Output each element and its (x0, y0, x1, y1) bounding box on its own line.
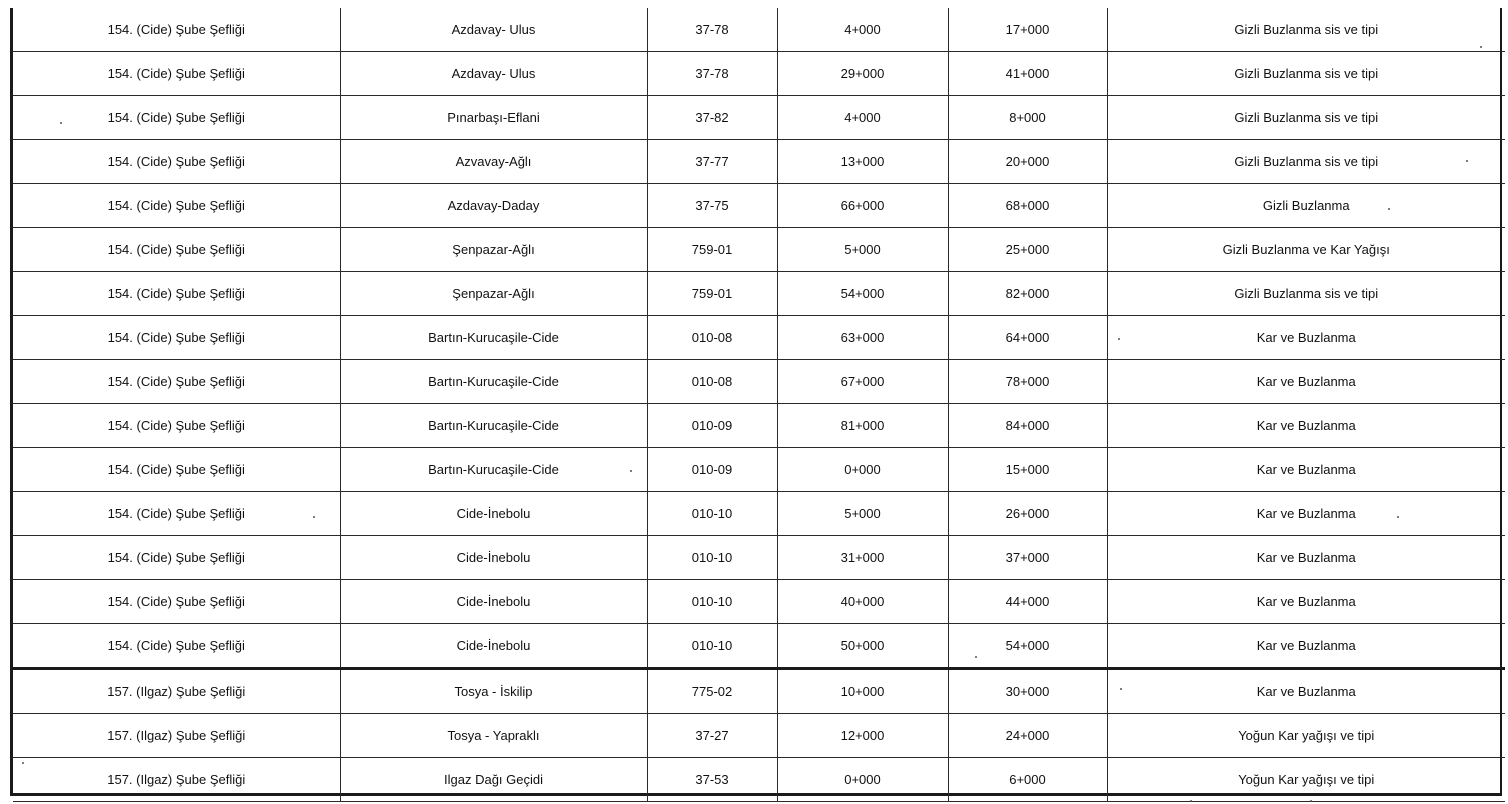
km-start-cell: 31+000 (777, 536, 948, 580)
km-end-cell: 30+000 (948, 669, 1107, 714)
condition-cell: Kar ve Buzlanma (1107, 580, 1505, 624)
condition-cell: Kar ve Buzlanma (1107, 624, 1505, 669)
road-number-cell: 010-09 (647, 404, 777, 448)
road-name-cell: Azdavay-Daday (340, 184, 647, 228)
table-row (13, 580, 1505, 624)
scan-speck (1388, 208, 1390, 210)
unit-cell: 157. (Ilgaz) Şube Şefliği (13, 758, 340, 802)
km-start-cell: 4+000 (777, 8, 948, 52)
road-number-cell: 37-78 (647, 8, 777, 52)
km-start-cell: 29+000 (777, 52, 948, 96)
table-row (13, 272, 1505, 316)
km-start-cell: 81+000 (777, 404, 948, 448)
road-number-cell: 759-01 (647, 228, 777, 272)
road-number-cell: 010-09 (647, 448, 777, 492)
road-name-cell: Tosya - Yapraklı (340, 714, 647, 758)
table-row (13, 228, 1505, 272)
table-row (13, 184, 1505, 228)
unit-cell: 154. (Cide) Şube Şefliği (13, 272, 340, 316)
km-start-cell: 0+000 (777, 758, 948, 802)
km-end-cell: 6+000 (948, 758, 1107, 802)
km-end-cell: 15+000 (948, 448, 1107, 492)
road-name-cell: Şenpazar-Ağlı (340, 228, 647, 272)
condition-cell: Gizli Buzlanma sis ve tipi (1107, 272, 1505, 316)
table-row (13, 8, 1505, 52)
table-row (13, 492, 1505, 536)
km-end-cell: 82+000 (948, 272, 1107, 316)
unit-cell: 154. (Cide) Şube Şefliği (13, 184, 340, 228)
road-name-cell: Cide-İnebolu (340, 492, 647, 536)
road-number-cell: 010-10 (647, 624, 777, 669)
scan-speck (60, 122, 62, 124)
km-end-cell: 17+000 (948, 8, 1107, 52)
condition-cell: Gizli Buzlanma sis ve tipi (1107, 8, 1505, 52)
table-row (13, 316, 1505, 360)
unit-cell: 154. (Cide) Şube Şefliği (13, 536, 340, 580)
km-start-cell: 12+000 (777, 714, 948, 758)
table-row (13, 448, 1505, 492)
km-end-cell: 26+000 (948, 492, 1107, 536)
scan-speck (1466, 160, 1468, 162)
unit-cell: 157. (Ilgaz) Şube Şefliği (13, 714, 340, 758)
km-start-cell: 10+000 (777, 669, 948, 714)
road-conditions-table (13, 8, 1505, 802)
unit-cell: 154. (Cide) Şube Şefliği (13, 580, 340, 624)
road-name-cell: Bartın-Kurucaşile-Cide (340, 404, 647, 448)
road-number-cell: 010-10 (647, 536, 777, 580)
table-row (13, 624, 1505, 669)
unit-cell: 154. (Cide) Şube Şefliği (13, 8, 340, 52)
road-number-cell: 010-10 (647, 492, 777, 536)
unit-cell: 154. (Cide) Şube Şefliği (13, 228, 340, 272)
scan-speck (22, 762, 24, 764)
unit-cell: 154. (Cide) Şube Şefliği (13, 492, 340, 536)
road-number-cell: 775-02 (647, 669, 777, 714)
km-start-cell: 4+000 (777, 96, 948, 140)
road-number-cell: 37-82 (647, 96, 777, 140)
table-row (13, 404, 1505, 448)
road-number-cell: 759-01 (647, 272, 777, 316)
km-end-cell: 41+000 (948, 52, 1107, 96)
unit-cell: 154. (Cide) Şube Şefliği (13, 140, 340, 184)
road-name-cell: Şenpazar-Ağlı (340, 272, 647, 316)
scan-speck (1190, 800, 1192, 802)
scan-speck (630, 470, 632, 472)
scan-speck (975, 656, 977, 658)
condition-cell: Kar ve Buzlanma (1107, 316, 1505, 360)
road-name-cell: Azdavay- Ulus (340, 8, 647, 52)
unit-cell: 154. (Cide) Şube Şefliği (13, 316, 340, 360)
condition-cell: Kar ve Buzlanma (1107, 669, 1505, 714)
road-number-cell: 37-77 (647, 140, 777, 184)
condition-cell: Kar ve Buzlanma (1107, 536, 1505, 580)
table-body (13, 8, 1505, 802)
unit-cell: 154. (Cide) Şube Şefliği (13, 96, 340, 140)
km-start-cell: 66+000 (777, 184, 948, 228)
road-name-cell: Cide-İnebolu (340, 580, 647, 624)
unit-cell: 157. (Ilgaz) Şube Şefliği (13, 669, 340, 714)
unit-cell: 154. (Cide) Şube Şefliği (13, 52, 340, 96)
road-number-cell: 010-08 (647, 316, 777, 360)
table-row (13, 96, 1505, 140)
road-conditions-sheet (10, 8, 1502, 796)
table-row (13, 669, 1505, 714)
km-start-cell: 54+000 (777, 272, 948, 316)
table-row (13, 758, 1505, 802)
road-name-cell: Bartın-Kurucaşile-Cide (340, 316, 647, 360)
road-name-cell: Cide-İnebolu (340, 536, 647, 580)
scan-speck (1480, 46, 1482, 48)
km-start-cell: 5+000 (777, 492, 948, 536)
road-name-cell: Bartın-Kurucaşile-Cide (340, 448, 647, 492)
unit-cell: 154. (Cide) Şube Şefliği (13, 360, 340, 404)
km-end-cell: 68+000 (948, 184, 1107, 228)
table-row (13, 360, 1505, 404)
condition-cell: Yoğun Kar yağışı ve tipi (1107, 758, 1505, 802)
condition-cell: Kar ve Buzlanma (1107, 492, 1505, 536)
scan-speck (313, 516, 315, 518)
table-row (13, 140, 1505, 184)
road-number-cell: 37-75 (647, 184, 777, 228)
condition-cell: Gizli Buzlanma sis ve tipi (1107, 52, 1505, 96)
condition-cell: Kar ve Buzlanma (1107, 360, 1505, 404)
condition-cell: Kar ve Buzlanma (1107, 404, 1505, 448)
condition-cell: Gizli Buzlanma (1107, 184, 1505, 228)
table-row (13, 714, 1505, 758)
km-start-cell: 63+000 (777, 316, 948, 360)
table-row (13, 52, 1505, 96)
road-number-cell: 010-10 (647, 580, 777, 624)
scan-speck (1310, 800, 1312, 802)
condition-cell: Yoğun Kar yağışı ve tipi (1107, 714, 1505, 758)
km-start-cell: 50+000 (777, 624, 948, 669)
km-end-cell: 64+000 (948, 316, 1107, 360)
km-start-cell: 13+000 (777, 140, 948, 184)
road-name-cell: Pınarbaşı-Eflani (340, 96, 647, 140)
km-end-cell: 54+000 (948, 624, 1107, 669)
km-start-cell: 0+000 (777, 448, 948, 492)
condition-cell: Gizli Buzlanma sis ve tipi (1107, 140, 1505, 184)
km-end-cell: 24+000 (948, 714, 1107, 758)
km-start-cell: 40+000 (777, 580, 948, 624)
unit-cell: 154. (Cide) Şube Şefliği (13, 624, 340, 669)
road-name-cell: Ilgaz Dağı Geçidi (340, 758, 647, 802)
condition-cell: Gizli Buzlanma ve Kar Yağışı (1107, 228, 1505, 272)
unit-cell: 154. (Cide) Şube Şefliği (13, 404, 340, 448)
table-row (13, 536, 1505, 580)
scan-speck (1397, 516, 1399, 518)
road-number-cell: 37-53 (647, 758, 777, 802)
scan-speck (1120, 688, 1122, 690)
km-end-cell: 37+000 (948, 536, 1107, 580)
condition-cell: Gizli Buzlanma sis ve tipi (1107, 96, 1505, 140)
road-name-cell: Azdavay- Ulus (340, 52, 647, 96)
km-end-cell: 84+000 (948, 404, 1107, 448)
km-end-cell: 78+000 (948, 360, 1107, 404)
road-number-cell: 37-78 (647, 52, 777, 96)
road-number-cell: 37-27 (647, 714, 777, 758)
road-name-cell: Azvavay-Ağlı (340, 140, 647, 184)
km-end-cell: 20+000 (948, 140, 1107, 184)
unit-cell: 154. (Cide) Şube Şefliği (13, 448, 340, 492)
km-start-cell: 67+000 (777, 360, 948, 404)
road-name-cell: Bartın-Kurucaşile-Cide (340, 360, 647, 404)
scan-speck (1118, 338, 1120, 340)
km-end-cell: 44+000 (948, 580, 1107, 624)
km-start-cell: 5+000 (777, 228, 948, 272)
road-name-cell: Tosya - İskilip (340, 669, 647, 714)
road-number-cell: 010-08 (647, 360, 777, 404)
km-end-cell: 8+000 (948, 96, 1107, 140)
condition-cell: Kar ve Buzlanma (1107, 448, 1505, 492)
road-name-cell: Cide-İnebolu (340, 624, 647, 669)
km-end-cell: 25+000 (948, 228, 1107, 272)
